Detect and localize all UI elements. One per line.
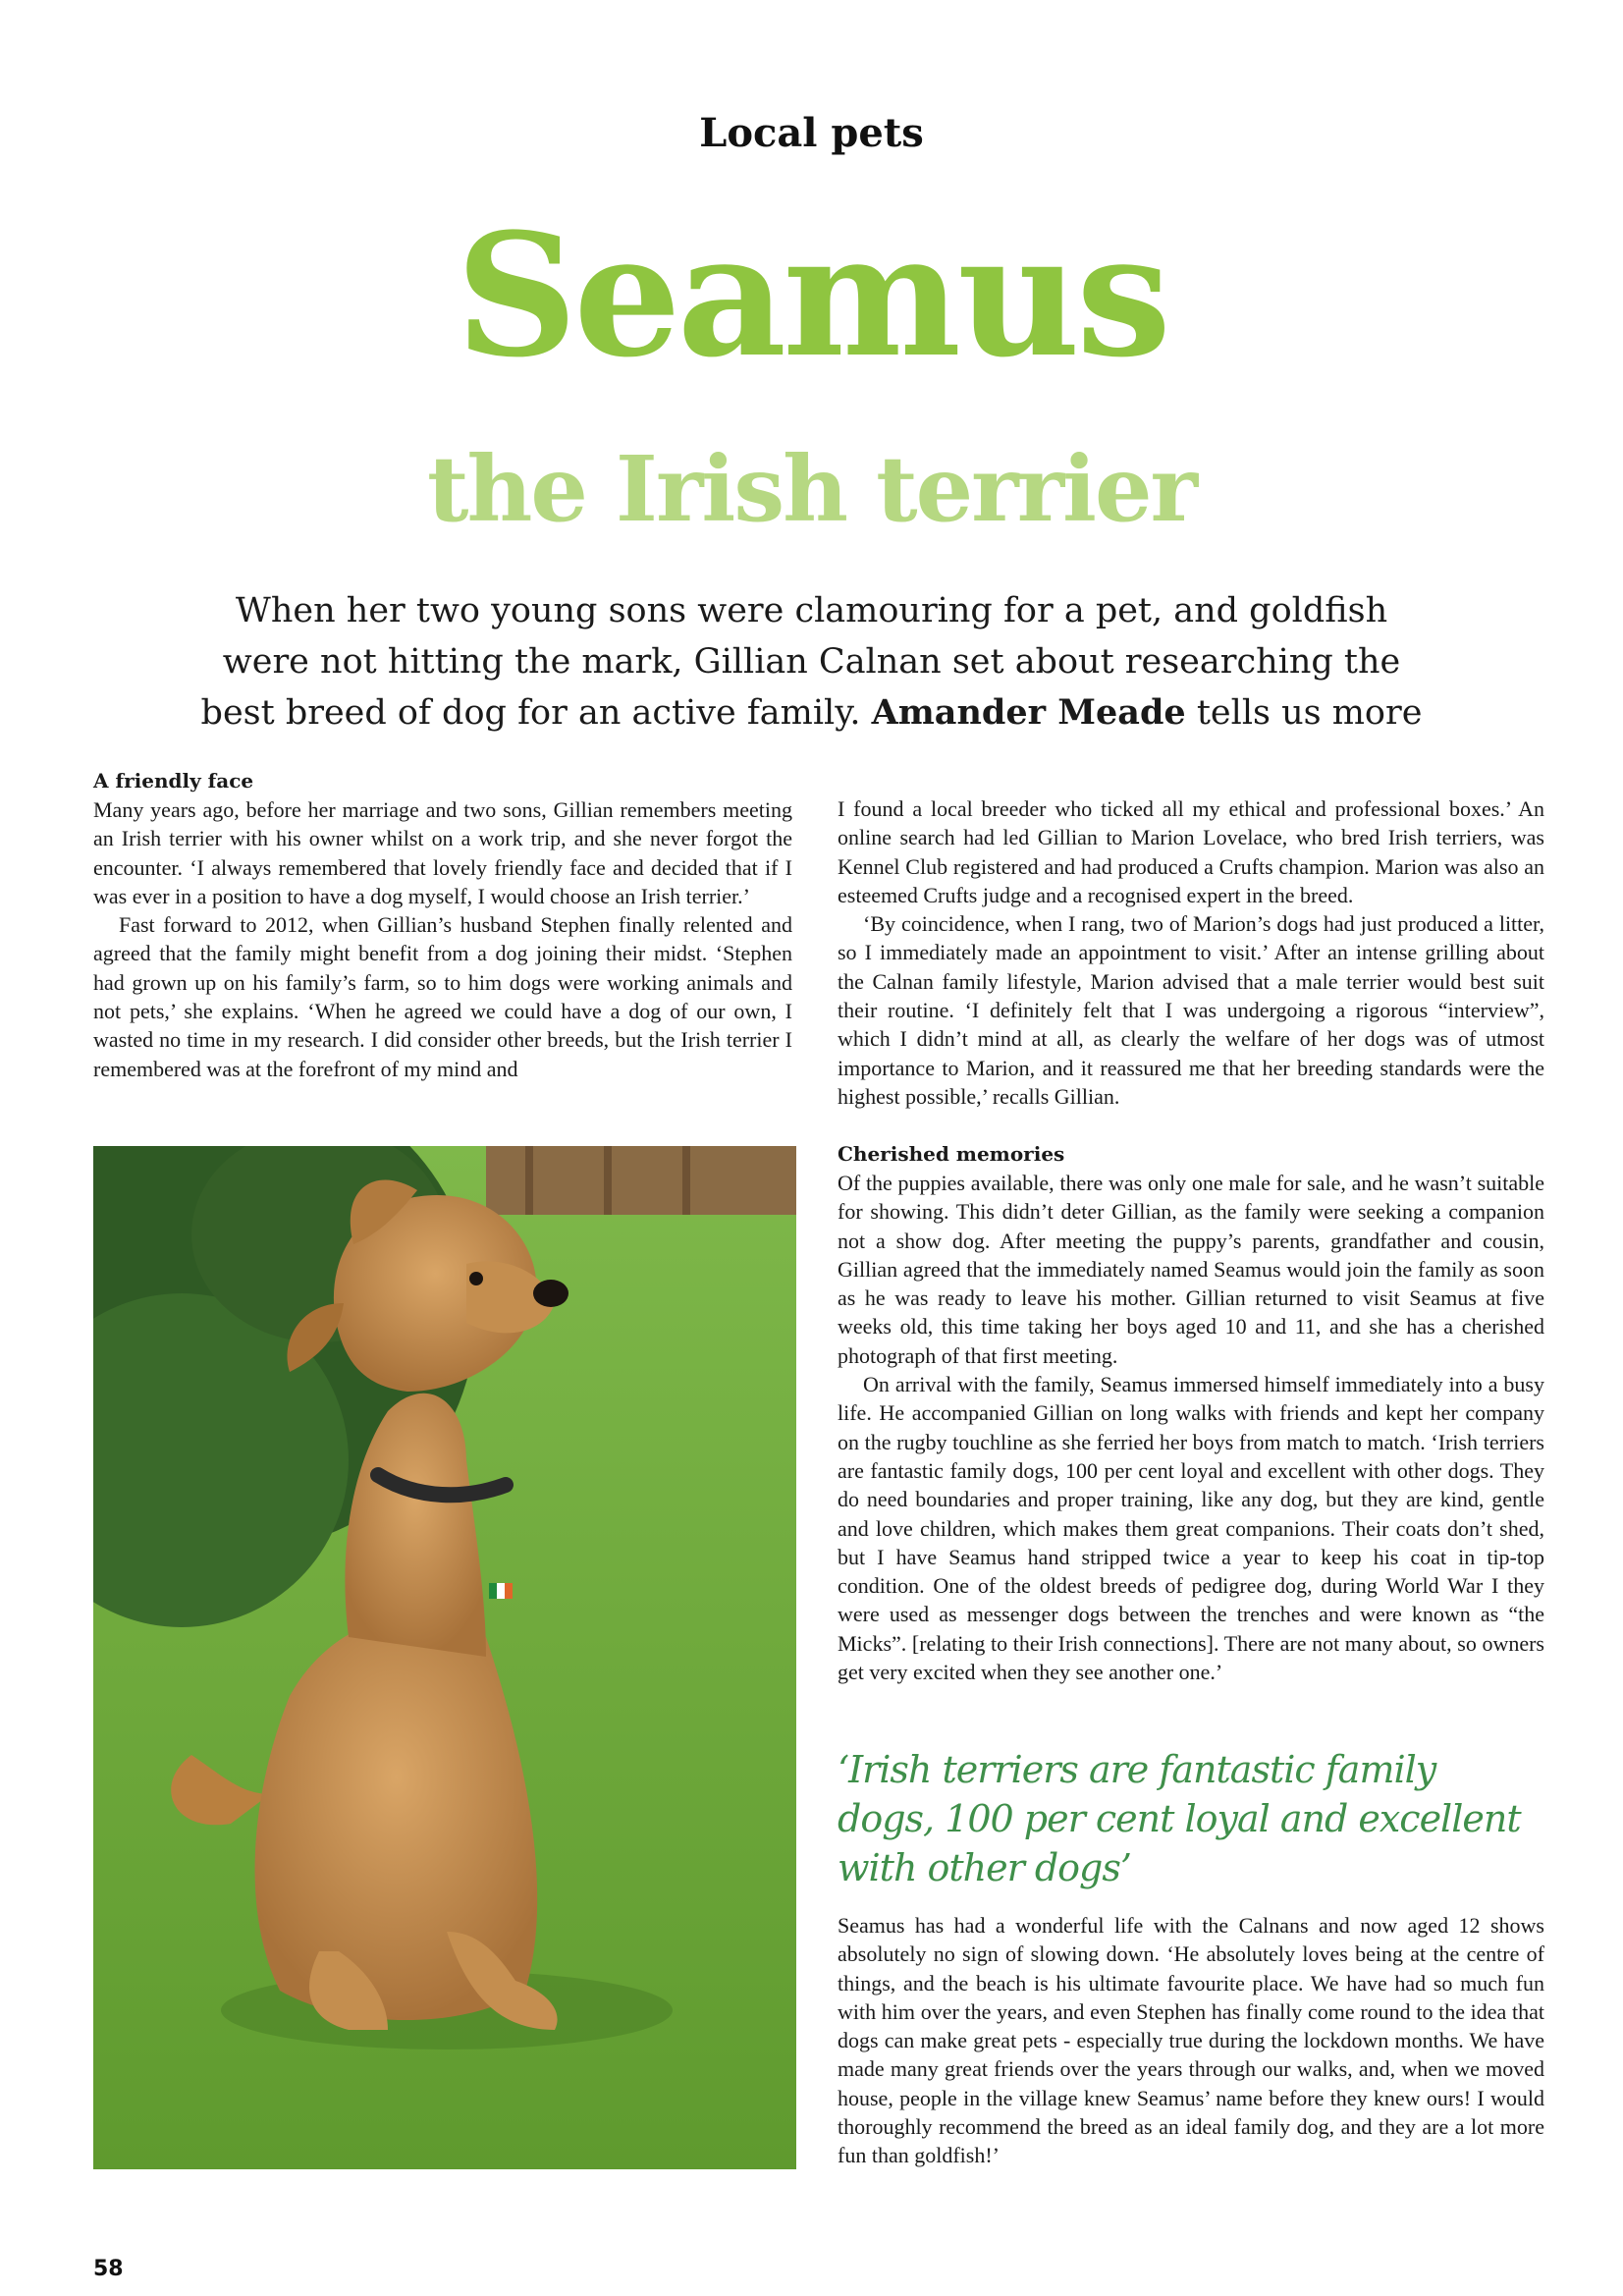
standfirst-text: When her two young sons were clamouring for a pet, and goldfish were not hitting the mark, Gillian Calnan set about researching the best breed of dog for an active family. [200,591,1401,733]
section-label: Local pets [699,110,924,156]
page-number: 58 [93,2257,124,2281]
right-column-bottom-text [838,1911,1544,2170]
pull-quote: ‘Irish terriers are fantastic family dogs, 100 per cent loyal and excellent with other dogs’ [838,1748,1521,1889]
article-title: Seamus [456,195,1167,395]
paragraph: On arrival with the family, Seamus immersed himself immediately into a busy life. He accompanied Gillian on long walks with friends and kept her company on the rugby touchline as she ferried her boys from match to match. ‘Irish terriers are fantastic family dogs, 100 per cent loyal and excellent with other dogs. They do need boundaries and proper training, like any dog, but they are kind, gentle and love children, which makes them great companions. Their coats don’t shed, but I have Seamus hand stripped twice a year to keep his coat in tip-top condition. One of the oldest breeds of pedigree dog, during World War I they were used as messenger dogs between the trenches and were known as “the Micks”. [relating to their Irish connections]. There are not many about, so owners get very excited when they see another one.’ [838,1372,1544,1685]
paragraph: ‘By coincidence, when I rang, two of Marion’s dogs had just produced a litter, so I immediately made an appointment to visit.’ After an intense grilling about the Calnan family lifestyle, Marion advised that a male terrier would best suit their routine. ‘I definitely felt that I was undergoing a rigorous “interview”, which I didn’t mind at all, as clearly the welfare of her dogs was of utmost importance to Marion, and it reassured me that her breeding standards were the highest possible,’ recalls Gillian. [838,911,1544,1109]
paragraph: I found a local breeder who ticked all my ethical and professional boxes.’ An online search had led Gillian to Marion Lovelace, who bred Irish terriers, was Kennel Club registered and had produced a Crufts champion. Marion was also an esteemed Crufts judge and a recognised expert in the breed. [838,796,1544,907]
standfirst-suffix: tells us more [1185,693,1423,733]
paragraph: Many years ago, before her marriage and two sons, Gillian remembers meeting an Irish terrier with his owner whilst on a work trip, and she never forgot the encounter. ‘I always remembered that lovely friendly face and decided that if I was ever in a position to have a dog myself, I would choose an Irish terrier.’ [93,797,792,908]
paragraph: Of the puppies available, there was only one male for sale, and he wasn’t suitable for showing. This didn’t deter Gillian, as the family were seeking a companion not a show dog. After meeting the puppy’s parents, grandfather and cousin, Gillian agreed that the immediately named Seamus would join the family as soon as he was ready to leave his mother. Gillian returned to visit Seamus at five weeks old, this time taking her boys aged 10 and 11, and she has a cherished photograph of that first meeting. [838,1171,1544,1368]
byline: Amander Meade [871,692,1186,733]
subheading-friendly-face: A friendly face [93,769,254,793]
paragraph: Fast forward to 2012, when Gillian’s husband Stephen finally relented and agreed that the family might benefit from a dog joining their midst. ‘Stephen had grown up on his family’s farm, so to him dogs were working animals and not pets,’ she explains. ‘When he agreed we could have a dog of our own, I wasted no time in my research. I did consider other breeds, but the Irish terrier I remembered was at the forefront of my mind and [93,912,792,1081]
right-column-mid-text [838,1139,1544,1686]
dog-photo [93,1146,796,2169]
article-subtitle: the Irish terrier [426,436,1197,542]
standfirst [191,585,1432,738]
dog-photo-illustration [93,1146,796,2169]
left-column-text [93,766,792,1083]
subheading-cherished-memories: Cherished memories [838,1142,1065,1166]
right-column-top-text [838,794,1544,1111]
paragraph: Seamus has had a wonderful life with the Calnans and now aged 12 shows absolutely no sign of slowing down. ‘He absolutely loves being at the centre of things, and the beach is his ultimate favourite place. We have had so much fun with him over the years, and even Stephen has finally come round to the idea that dogs can make great pets - especially true during the lockdown months. We have made many great friends over the years through our walks, and, when we moved house, people in the village knew Seamus’ name before they knew ours! I would thoroughly recommend the breed as an ideal family dog, and they are a lot more fun than goldfish!’ [838,1913,1544,2168]
